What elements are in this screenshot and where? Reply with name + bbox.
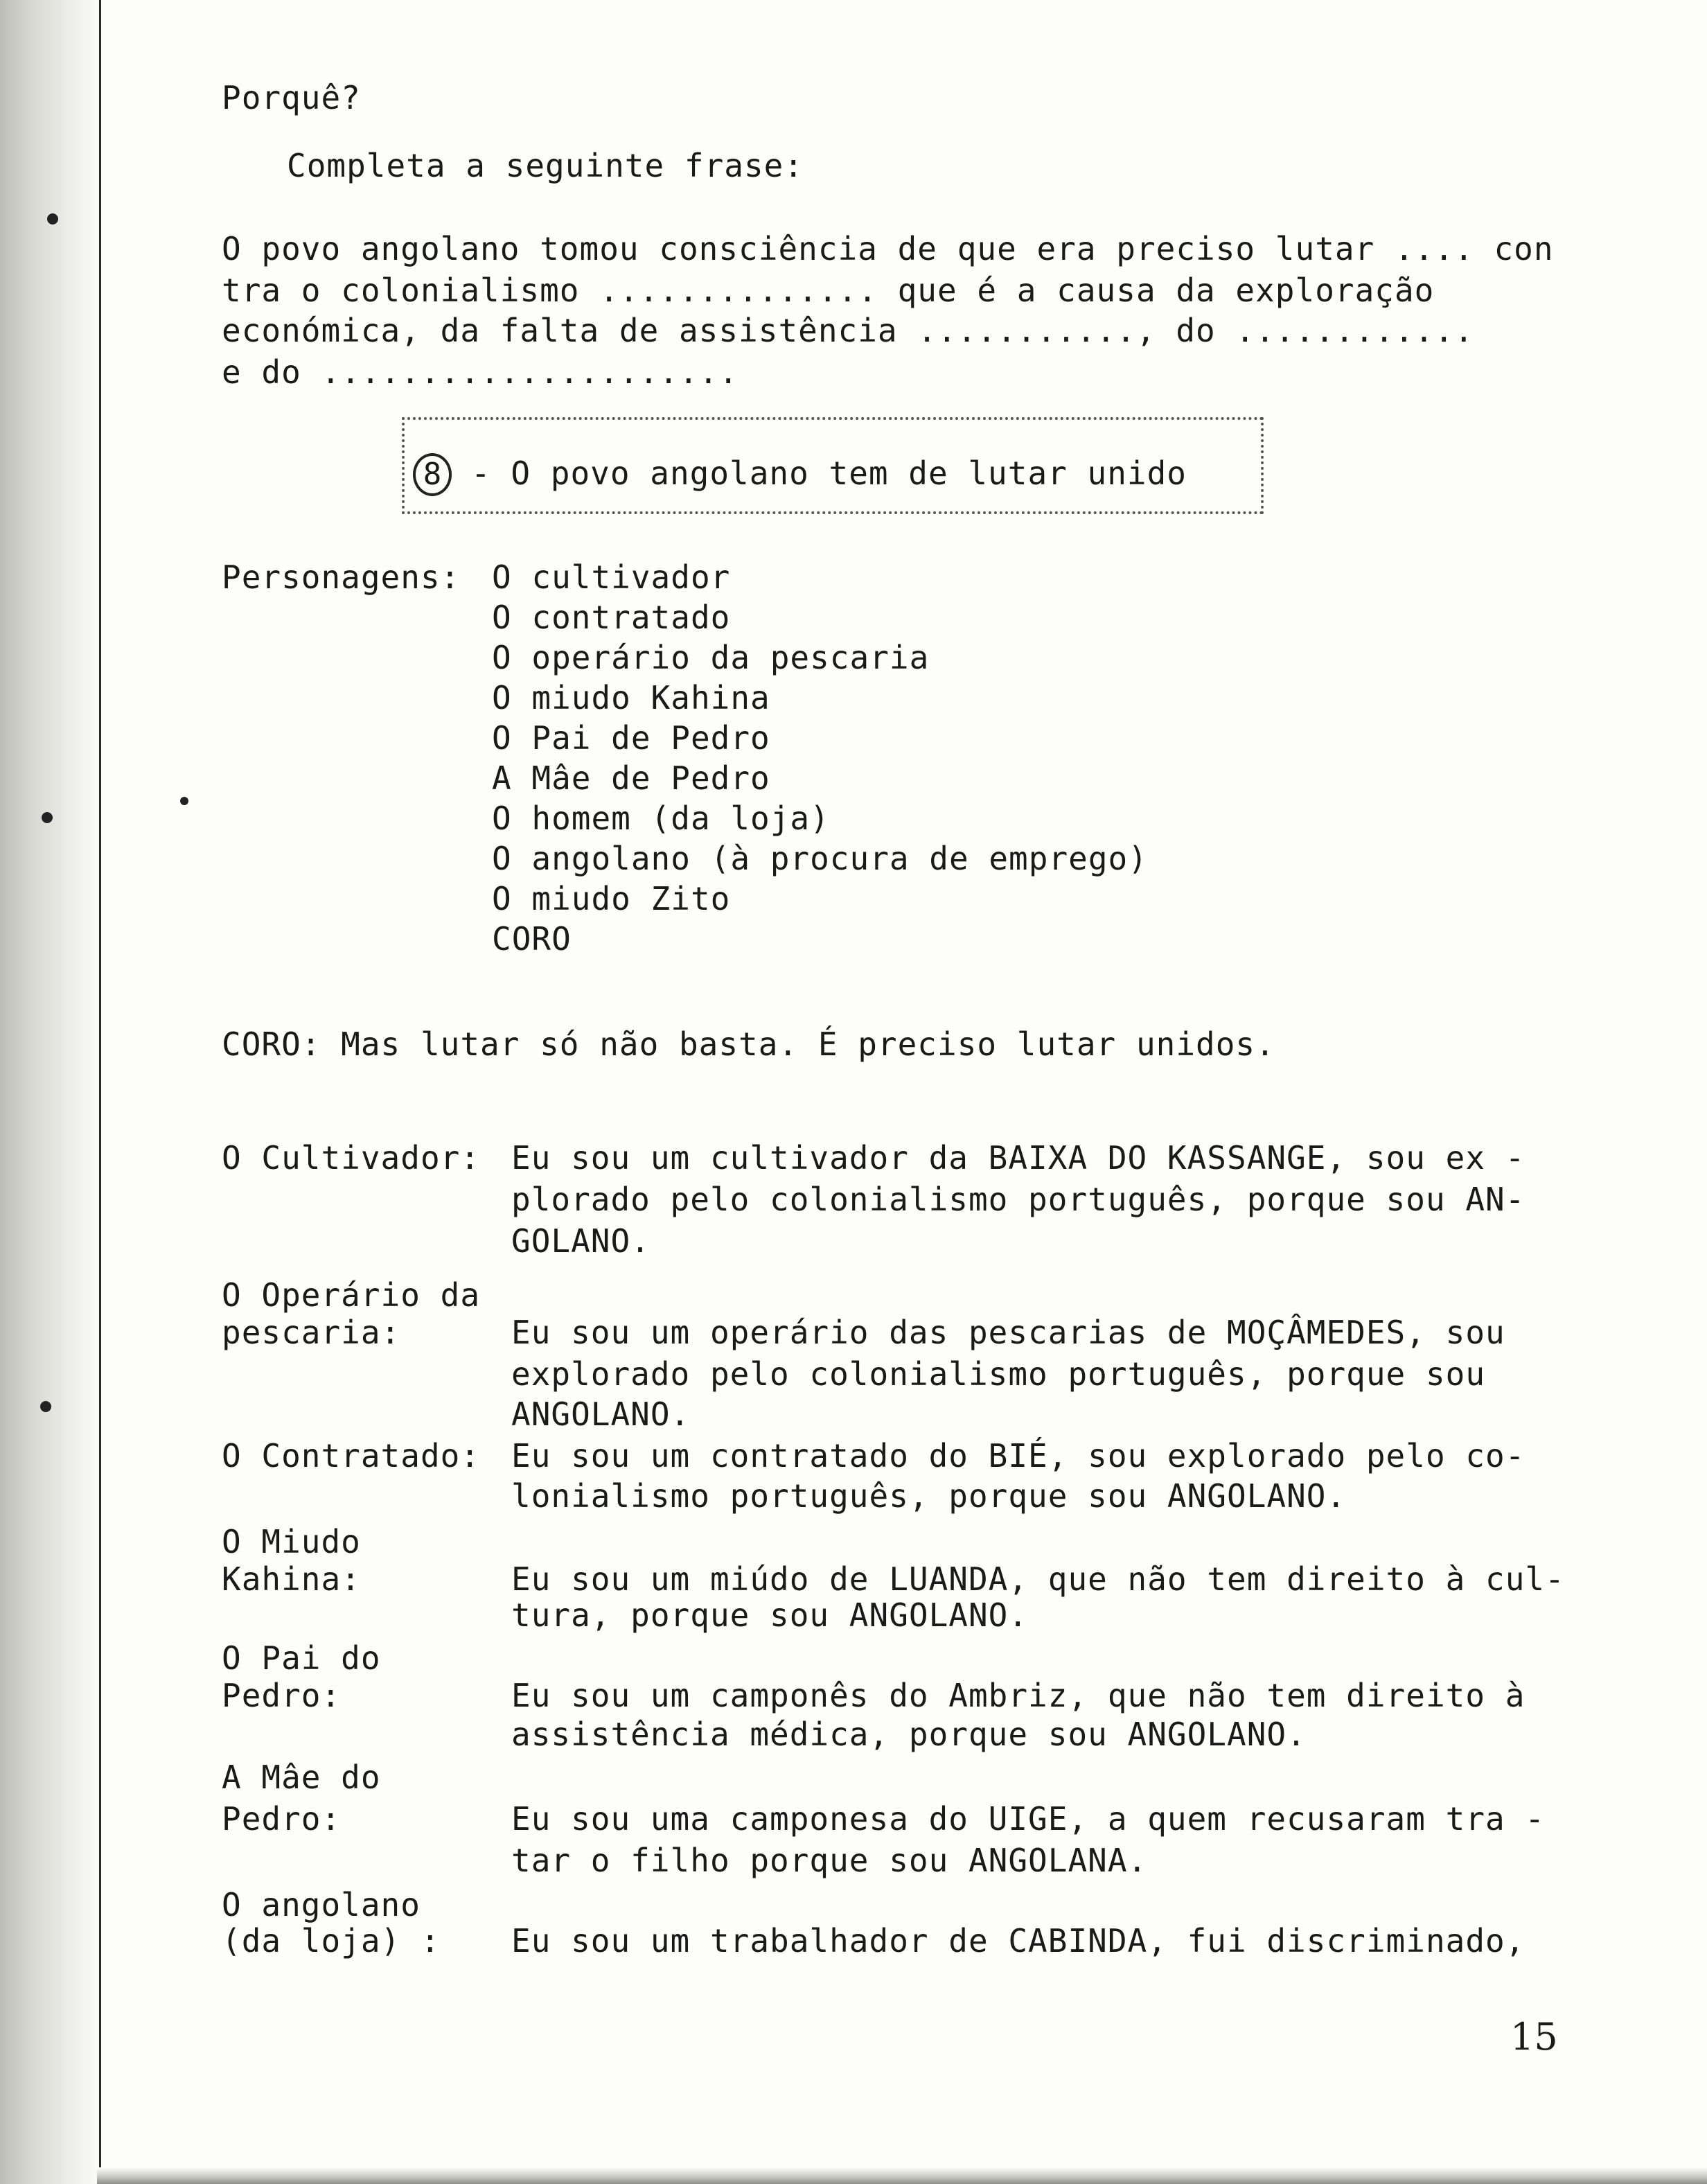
question-porque: Porquê? xyxy=(222,79,361,116)
instruction-text: Completa a seguinte frase: xyxy=(287,147,804,184)
scan-bottom-edge xyxy=(97,2167,1707,2184)
scan-spine-shadow xyxy=(0,0,104,2184)
speech-line: Eu sou um trabalhador de CABINDA, fui discriminado, xyxy=(511,1922,1525,1960)
speech-line: assistência médica, porque sou ANGOLANO. xyxy=(511,1716,1307,1753)
cast-item: O homem (da loja) xyxy=(492,800,830,837)
binder-hole-mark xyxy=(40,1401,51,1412)
binder-hole-mark xyxy=(47,213,58,224)
speaker-label: pescaria: xyxy=(222,1314,401,1351)
cast-item: A Mâe de Pedro xyxy=(492,759,770,797)
speech-line: Eu sou um camponês do Ambriz, que não tem direito à xyxy=(511,1677,1525,1714)
cast-item: O miudo Zito xyxy=(492,880,731,917)
cast-item: O contratado xyxy=(492,599,731,636)
cast-label: Personagens: xyxy=(222,558,461,596)
speaker-label: O angolano xyxy=(222,1886,421,1923)
cast-item: CORO xyxy=(492,920,572,958)
ink-speck xyxy=(180,797,188,805)
speaker-label: A Mâe do xyxy=(222,1759,381,1796)
speech-line: ANGOLANO. xyxy=(511,1395,691,1433)
speaker-label: Pedro: xyxy=(222,1677,342,1714)
speech-line: Eu sou um contratado do BIÉ, sou explorado pelo co- xyxy=(511,1437,1525,1474)
cast-item: O angolano (à procura de emprego) xyxy=(492,840,1148,877)
speech-line: plorado pelo colonialismo português, porque sou AN- xyxy=(511,1181,1525,1218)
coro-line: CORO: Mas lutar só não basta. É preciso lutar unidos. xyxy=(222,1025,1275,1063)
speaker-label: O Pai do xyxy=(222,1639,381,1677)
speaker-label: (da loja) : xyxy=(222,1922,441,1960)
speaker-label: O Operário da xyxy=(222,1276,481,1314)
fill-in-line-4: e do ..................... xyxy=(222,353,739,391)
fill-in-line-2: tra o colonialismo .............. que é a causa da exploração xyxy=(222,272,1435,309)
speech-line: lonialismo português, porque sou ANGOLANO. xyxy=(511,1477,1347,1515)
fill-in-line-3: económica, da falta de assistência ..........., do ............ xyxy=(222,312,1474,349)
cast-item: O Pai de Pedro xyxy=(492,719,770,757)
speaker-label: Kahina: xyxy=(222,1560,361,1598)
fill-in-line-1: O povo angolano tomou consciência de que era preciso lutar .... con xyxy=(222,230,1554,267)
section-title: - O povo angolano tem de lutar unido xyxy=(471,455,1187,492)
page-edge-line xyxy=(99,0,101,2184)
speaker-label: Pedro: xyxy=(222,1800,342,1838)
speech-line: Eu sou um operário das pescarias de MOÇÂMEDES, sou xyxy=(511,1314,1505,1351)
speech-line: explorado pelo colonialismo português, porque sou xyxy=(511,1355,1486,1393)
page-number: 15 xyxy=(1510,2015,1558,2059)
binder-hole-mark xyxy=(42,812,53,823)
cast-item: O cultivador xyxy=(492,558,731,596)
speaker-label: O Cultivador: xyxy=(222,1139,481,1177)
speech-line: Eu sou um cultivador da BAIXA DO KASSANGE, sou ex - xyxy=(511,1139,1525,1177)
speech-line: GOLANO. xyxy=(511,1222,651,1260)
speaker-label: O Miudo xyxy=(222,1523,361,1560)
speaker-label: O Contratado: xyxy=(222,1437,481,1474)
cast-item: O operário da pescaria xyxy=(492,639,930,676)
speech-line: Eu sou uma camponesa do UIGE, a quem recusaram tra - xyxy=(511,1800,1546,1838)
cast-item: O miudo Kahina xyxy=(492,679,770,716)
speech-line: tura, porque sou ANGOLANO. xyxy=(511,1596,1029,1634)
speech-line: tar o filho porque sou ANGOLANA. xyxy=(511,1842,1148,1879)
speech-line: Eu sou um miúdo de LUANDA, que não tem direito à cul- xyxy=(511,1560,1565,1598)
section-number-circle: 8 xyxy=(413,453,452,496)
